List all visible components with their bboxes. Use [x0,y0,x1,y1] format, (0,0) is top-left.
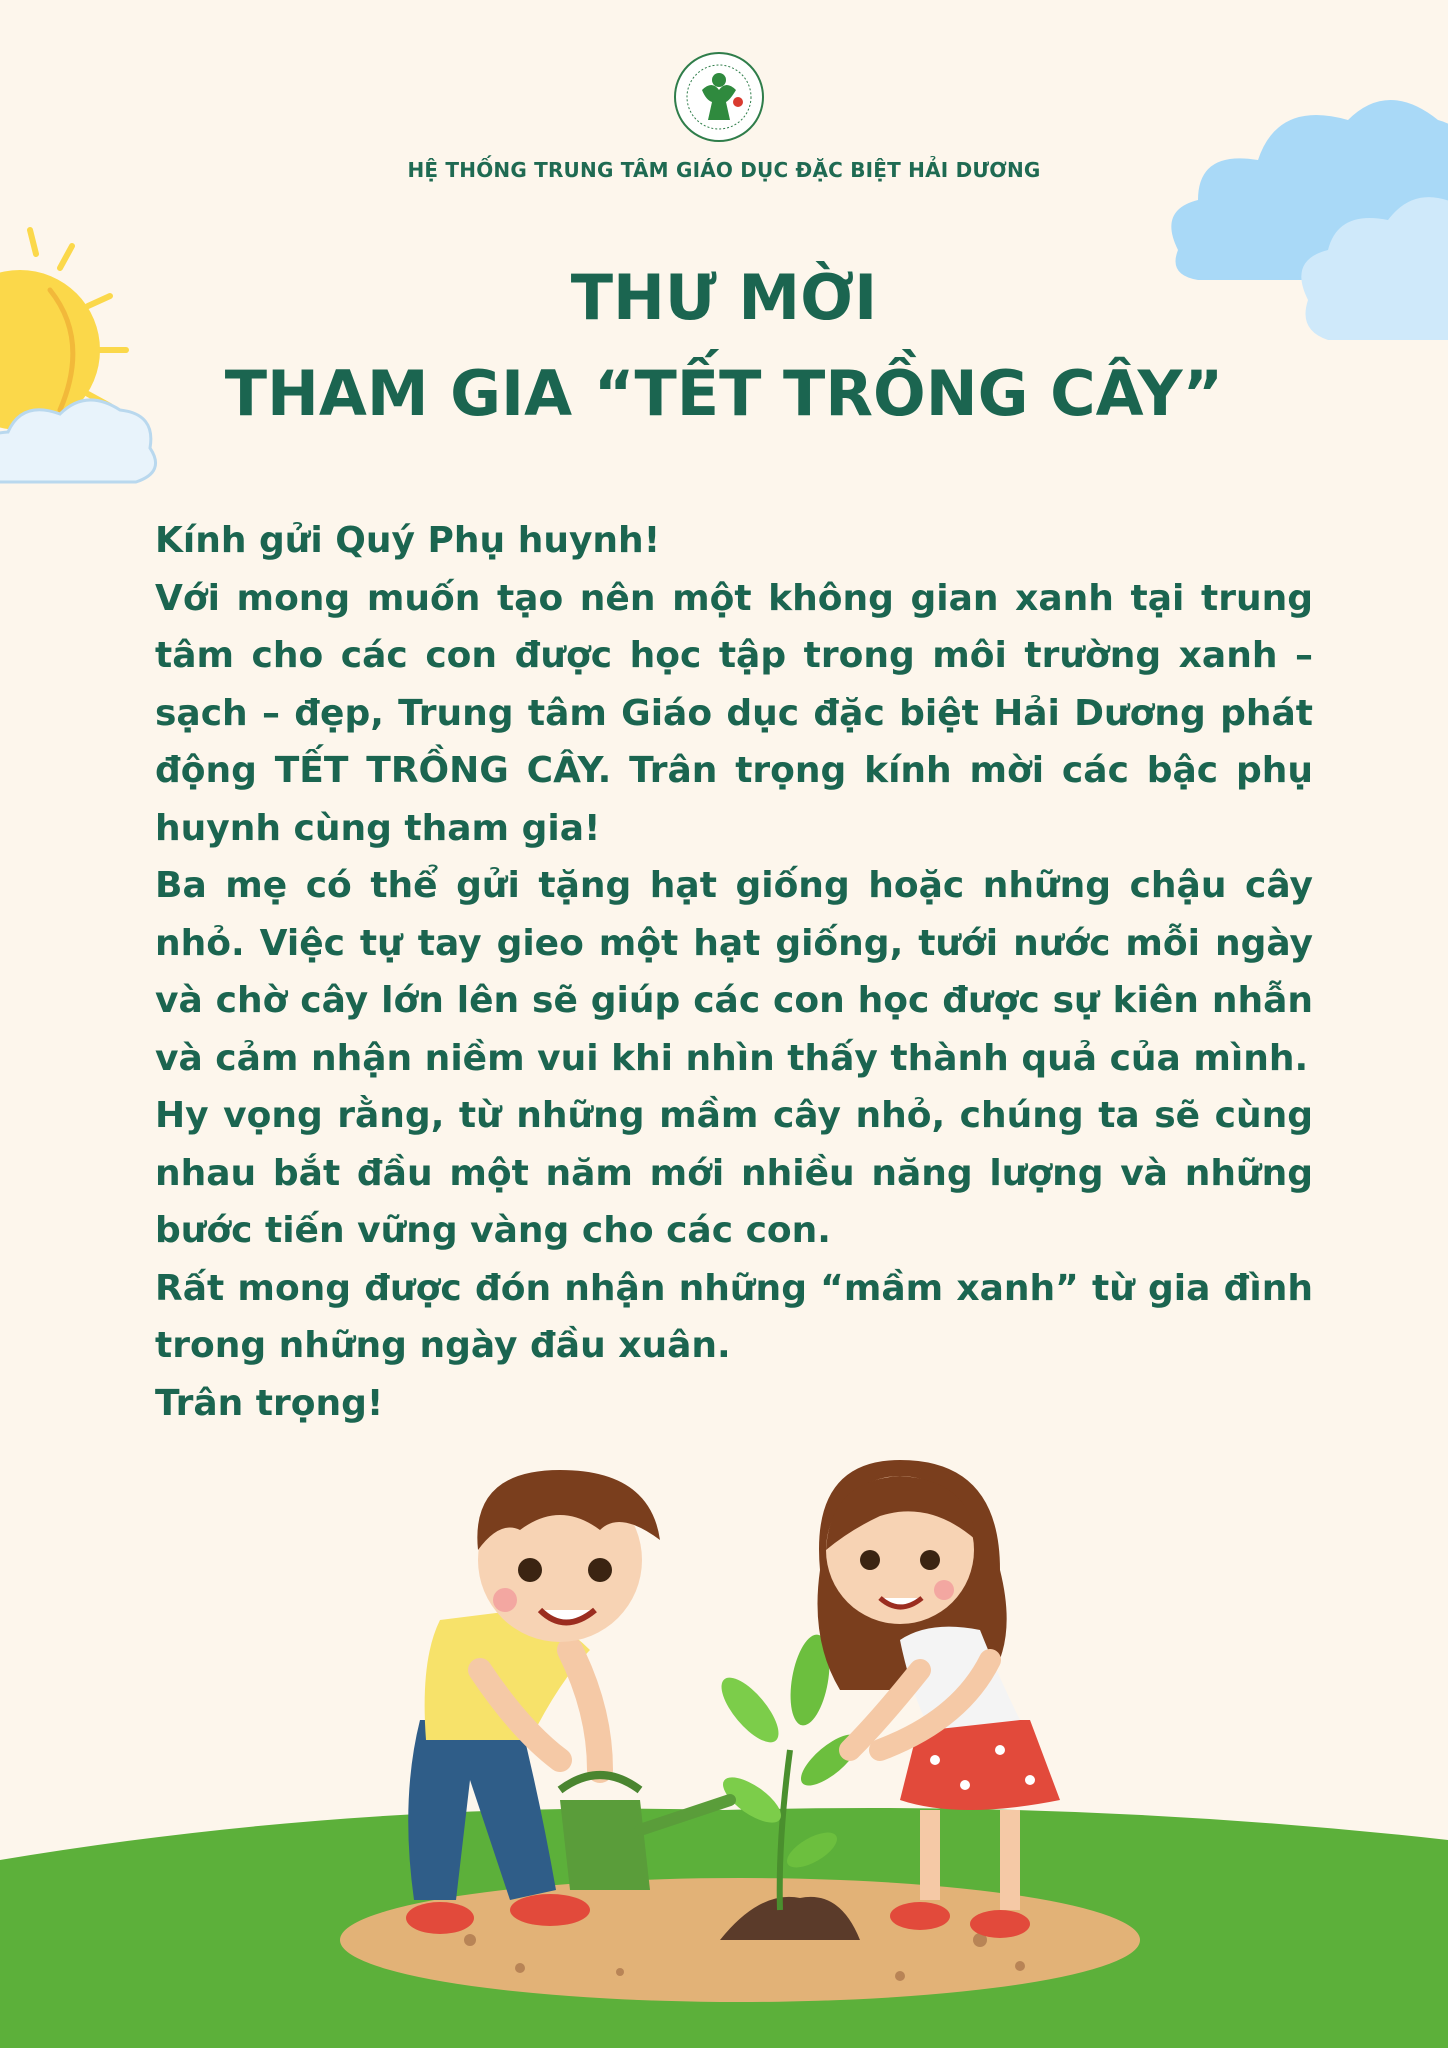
organization-name: HỆ THỐNG TRUNG TÂM GIÁO DỤC ĐẶC BIỆT HẢI DƯƠNG [407,158,1041,182]
letter-paragraph: Với mong muốn tạo nên một không gian xanh tại trung tâm cho các con được học tập trong môi trường xanh – sạch – đẹp, Trung tâm Giáo dục đặc biệt Hải Dương phát động TẾT TRỒNG CÂY. Trân trọng kính mời các bậc phụ huynh cùng tham gia! [155,577,1313,849]
school-logo-icon [672,50,766,144]
letter-paragraph: Hy vọng rằng, từ những mầm cây nhỏ, chúng ta sẽ cùng nhau bắt đầu một năm mới nhiều năng lượng và những bước tiến vững vàng cho các con. [155,1095,1313,1251]
letter-greeting: Kính gửi Quý Phụ huynh! [155,520,661,561]
page-title [0,250,1448,442]
title-line-2: THAM GIA “TẾT TRỒNG CÂY” [224,357,1224,430]
kids-planting-illustration [0,1420,1448,2048]
letter-closing: Trân trọng! [155,1382,384,1424]
letter-body [155,512,1313,1432]
title-line-1: THƯ MỜI [570,261,878,334]
letter-paragraph: Rất mong được đón nhận những “mầm xanh” từ gia đình trong những ngày đầu xuân. [155,1267,1313,1366]
letter-paragraph: Ba mẹ có thể gửi tặng hạt giống hoặc những chậu cây nhỏ. Việc tự tay gieo một hạt giống, tưới nước mỗi ngày và chờ cây lớn lên sẽ giúp các con học được sự kiên nhẫn và cảm nhận niềm vui khi nhìn thấy thành quả của mình. [155,865,1313,1079]
